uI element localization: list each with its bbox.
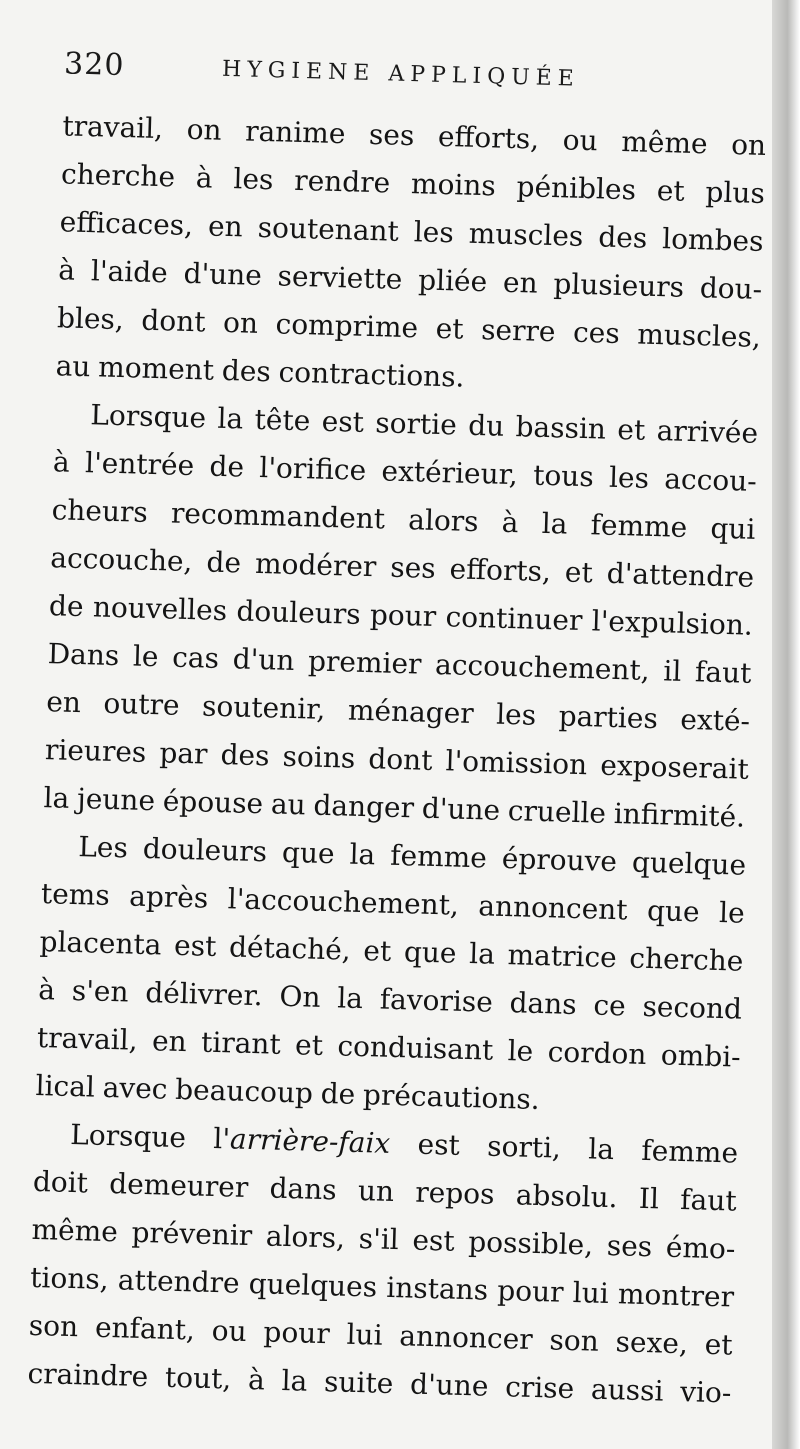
paragraph-3 xyxy=(35,822,747,1130)
paragraph-2 xyxy=(43,390,759,841)
word: soins xyxy=(282,739,356,775)
word: son xyxy=(28,1308,79,1344)
word: ce xyxy=(593,988,627,1023)
word: accouche, xyxy=(49,541,193,579)
word: épouse xyxy=(162,784,264,821)
word: serre xyxy=(480,313,556,349)
word: Dans xyxy=(47,637,120,673)
word: exté- xyxy=(679,702,751,738)
word: à xyxy=(37,973,56,1007)
word: précautions. xyxy=(362,1078,541,1117)
word: instans xyxy=(385,1270,489,1307)
word: éprouve xyxy=(501,841,618,879)
word: craindre xyxy=(27,1356,149,1394)
word: demeurer xyxy=(108,1167,249,1204)
word: outre xyxy=(103,686,181,722)
word: que xyxy=(403,935,457,970)
word: crise xyxy=(504,1370,575,1406)
word: faut xyxy=(679,1183,738,1218)
word: prévenir xyxy=(131,1215,253,1253)
word: un xyxy=(357,1174,395,1209)
word: dans xyxy=(509,986,578,1022)
word: dou- xyxy=(699,271,763,306)
word: la xyxy=(43,781,70,815)
word: alors xyxy=(407,503,480,539)
word: ou xyxy=(562,123,599,158)
word: bassin xyxy=(515,410,607,446)
word: enfant, xyxy=(94,1310,196,1347)
word: les xyxy=(233,162,274,197)
body-text xyxy=(27,102,767,1417)
word: matrice xyxy=(507,938,618,975)
word: et xyxy=(362,934,392,968)
word: arrivée xyxy=(656,414,759,450)
word: des xyxy=(221,353,272,389)
word: muscles xyxy=(468,216,584,253)
word: comprime xyxy=(275,307,419,345)
word: modérer xyxy=(254,546,377,584)
word: au xyxy=(270,787,307,822)
word: et xyxy=(656,173,686,208)
word: on xyxy=(730,128,767,162)
word: en xyxy=(502,265,539,300)
word: cordon xyxy=(547,1035,647,1072)
page-number: 320 xyxy=(63,46,125,84)
word: quelque xyxy=(631,845,747,882)
word: conduisant xyxy=(337,1029,494,1067)
word: même xyxy=(31,1212,119,1249)
word: à xyxy=(52,445,71,479)
word: femme xyxy=(389,838,488,875)
word: ses xyxy=(389,550,437,585)
word: le xyxy=(132,639,159,674)
word: pour xyxy=(496,1273,564,1309)
word: douleurs xyxy=(142,831,268,869)
word: et xyxy=(435,311,465,346)
word: tout, xyxy=(164,1360,232,1396)
word: possible, xyxy=(467,1225,594,1262)
word: douleurs xyxy=(236,594,362,631)
word: de xyxy=(320,1076,356,1111)
word: lui xyxy=(572,1276,610,1311)
word: efforts, xyxy=(437,119,540,156)
word: il xyxy=(662,654,682,688)
word: lical xyxy=(35,1068,96,1104)
word: du xyxy=(467,408,505,443)
word: bles, xyxy=(56,301,125,337)
word: annoncent xyxy=(477,889,629,927)
word: à xyxy=(501,505,519,540)
word: second xyxy=(642,989,743,1026)
word: Il xyxy=(638,1181,660,1216)
word: le xyxy=(507,1034,534,1068)
word: nouvelles xyxy=(92,590,228,628)
word: soutenant xyxy=(257,210,400,248)
word: rieures xyxy=(44,733,147,769)
word: tous xyxy=(532,458,595,494)
word: montrer xyxy=(617,1277,735,1314)
word: pour xyxy=(369,598,437,633)
word: on xyxy=(186,112,223,147)
word: et xyxy=(616,412,646,447)
word: annoncer xyxy=(398,1319,534,1356)
word: Les xyxy=(77,830,129,865)
word: les xyxy=(608,460,650,495)
word: au xyxy=(55,349,91,384)
word: délivrer. xyxy=(144,976,264,1013)
word: accou- xyxy=(663,462,758,498)
word: l'entrée xyxy=(84,446,195,483)
word: repos xyxy=(414,1175,495,1211)
word: suite xyxy=(323,1365,394,1401)
word: l'aide xyxy=(90,254,169,290)
word: quelques xyxy=(248,1267,378,1304)
word: tête xyxy=(254,402,311,438)
word: ombi- xyxy=(660,1038,742,1074)
word: avec xyxy=(102,1070,168,1106)
word: ses xyxy=(606,1228,653,1264)
word: moment xyxy=(97,350,215,387)
word: danger xyxy=(313,788,415,825)
word: efforts, xyxy=(449,552,552,589)
word: l'arrière-faix xyxy=(212,1121,391,1160)
word: serviette xyxy=(277,259,403,296)
word: aussi xyxy=(590,1372,664,1408)
word: lombes xyxy=(661,222,764,258)
word: d'un xyxy=(232,642,295,678)
paragraph-1 xyxy=(55,102,767,410)
word: rendre xyxy=(293,163,391,200)
word: doit xyxy=(32,1164,89,1200)
word: soutenir, xyxy=(201,689,326,726)
word: la xyxy=(217,401,244,436)
word: favorise xyxy=(379,982,494,1019)
word: beaucoup xyxy=(174,1072,314,1110)
word: est xyxy=(173,928,217,963)
word: cas xyxy=(171,640,220,675)
word: plusieurs xyxy=(553,267,685,304)
word: continuer xyxy=(445,600,583,638)
word: moins xyxy=(410,167,497,203)
word: que xyxy=(281,835,336,871)
word: vio- xyxy=(679,1375,732,1410)
word: On xyxy=(279,979,321,1014)
word: cherche xyxy=(60,157,176,194)
word: et xyxy=(704,1327,734,1362)
word: le xyxy=(718,895,746,930)
word: muscles, xyxy=(636,317,762,354)
word: absolu. xyxy=(515,1178,619,1215)
word: la xyxy=(541,506,568,541)
word: ou xyxy=(211,1313,248,1348)
word: dans xyxy=(269,1171,338,1207)
word: à xyxy=(247,1363,266,1397)
word: la xyxy=(349,837,376,872)
word: des xyxy=(597,220,648,255)
word: et xyxy=(294,1028,324,1062)
word: ranime xyxy=(244,114,346,151)
word: cheurs xyxy=(51,493,149,529)
word: Lorsque xyxy=(69,1117,187,1155)
word: à xyxy=(57,253,76,287)
word: contractions. xyxy=(278,355,465,394)
word: ménager xyxy=(347,693,475,731)
word: la xyxy=(336,981,364,1016)
word: détaché, xyxy=(228,930,352,967)
word: tems xyxy=(40,877,111,912)
word: recommandent xyxy=(170,496,386,536)
word: alors, xyxy=(265,1219,346,1255)
word: émo- xyxy=(665,1230,736,1266)
word: est xyxy=(321,404,365,439)
word: après xyxy=(128,879,209,915)
word: à xyxy=(195,161,214,195)
word: d'une xyxy=(421,791,501,827)
page-header xyxy=(63,42,764,112)
word: Lorsque xyxy=(89,398,207,435)
word: cherche xyxy=(628,941,744,978)
word: son xyxy=(549,1323,600,1358)
word: parties xyxy=(558,699,659,736)
word: d'une xyxy=(183,256,263,292)
word: les xyxy=(413,215,455,250)
word: de xyxy=(209,449,245,484)
word: en xyxy=(207,209,244,244)
word: les xyxy=(495,697,537,732)
word: d'attendre xyxy=(606,556,755,594)
word: extérieur, xyxy=(381,454,519,492)
word: dont xyxy=(367,742,433,777)
word: de xyxy=(206,545,242,580)
word: sortie xyxy=(374,406,458,442)
word: en xyxy=(45,685,82,720)
word: que xyxy=(646,893,701,929)
word: premier xyxy=(307,644,422,681)
word: même xyxy=(620,124,709,161)
word: la xyxy=(281,1363,308,1398)
word: plus xyxy=(705,175,766,210)
word: placenta xyxy=(39,925,162,962)
word: pour xyxy=(263,1315,331,1351)
word: on xyxy=(222,305,259,340)
word: s'en xyxy=(71,973,129,1009)
word: accouchement, xyxy=(434,647,651,687)
word: lui xyxy=(346,1317,384,1352)
word: pliée xyxy=(417,263,488,299)
word: la xyxy=(587,1132,615,1167)
word: travail, xyxy=(61,109,164,146)
word: exposerait xyxy=(599,748,750,786)
word: femme xyxy=(640,1133,739,1170)
word: s'il xyxy=(358,1222,400,1257)
running-head: HYGIENE APPLIQUÉE xyxy=(221,56,581,92)
word: sexe, xyxy=(615,1325,689,1361)
word: l'orifice xyxy=(258,450,367,487)
word: est xyxy=(417,1127,461,1162)
word: qui xyxy=(710,511,756,546)
word: sorti, xyxy=(486,1129,562,1165)
word: cruelle xyxy=(507,794,607,830)
word: ses xyxy=(368,117,415,153)
word: d'une xyxy=(409,1367,489,1403)
word: en xyxy=(151,1024,188,1059)
word: jeune xyxy=(76,782,156,818)
paragraph-4 xyxy=(27,1110,739,1418)
word: est xyxy=(412,1223,456,1258)
word: faut xyxy=(694,655,752,690)
word: infirmité. xyxy=(613,797,746,834)
word: l'accouchement, xyxy=(227,882,460,922)
word: la xyxy=(468,937,496,971)
word: travail, xyxy=(36,1020,139,1057)
word: tirant xyxy=(200,1025,282,1061)
word: tions, xyxy=(29,1260,110,1297)
word: l'expulsion. xyxy=(591,604,754,642)
word: des xyxy=(220,738,270,773)
word: par xyxy=(158,736,208,771)
word: efficaces, xyxy=(59,205,194,243)
word: attendre xyxy=(117,1263,240,1300)
word: femme xyxy=(590,508,688,544)
word: dont xyxy=(140,303,206,339)
word: et xyxy=(564,555,594,590)
word: ces xyxy=(572,315,621,350)
word: l'omission xyxy=(445,744,588,782)
word: de xyxy=(48,589,85,624)
word: pénibles xyxy=(516,170,637,207)
